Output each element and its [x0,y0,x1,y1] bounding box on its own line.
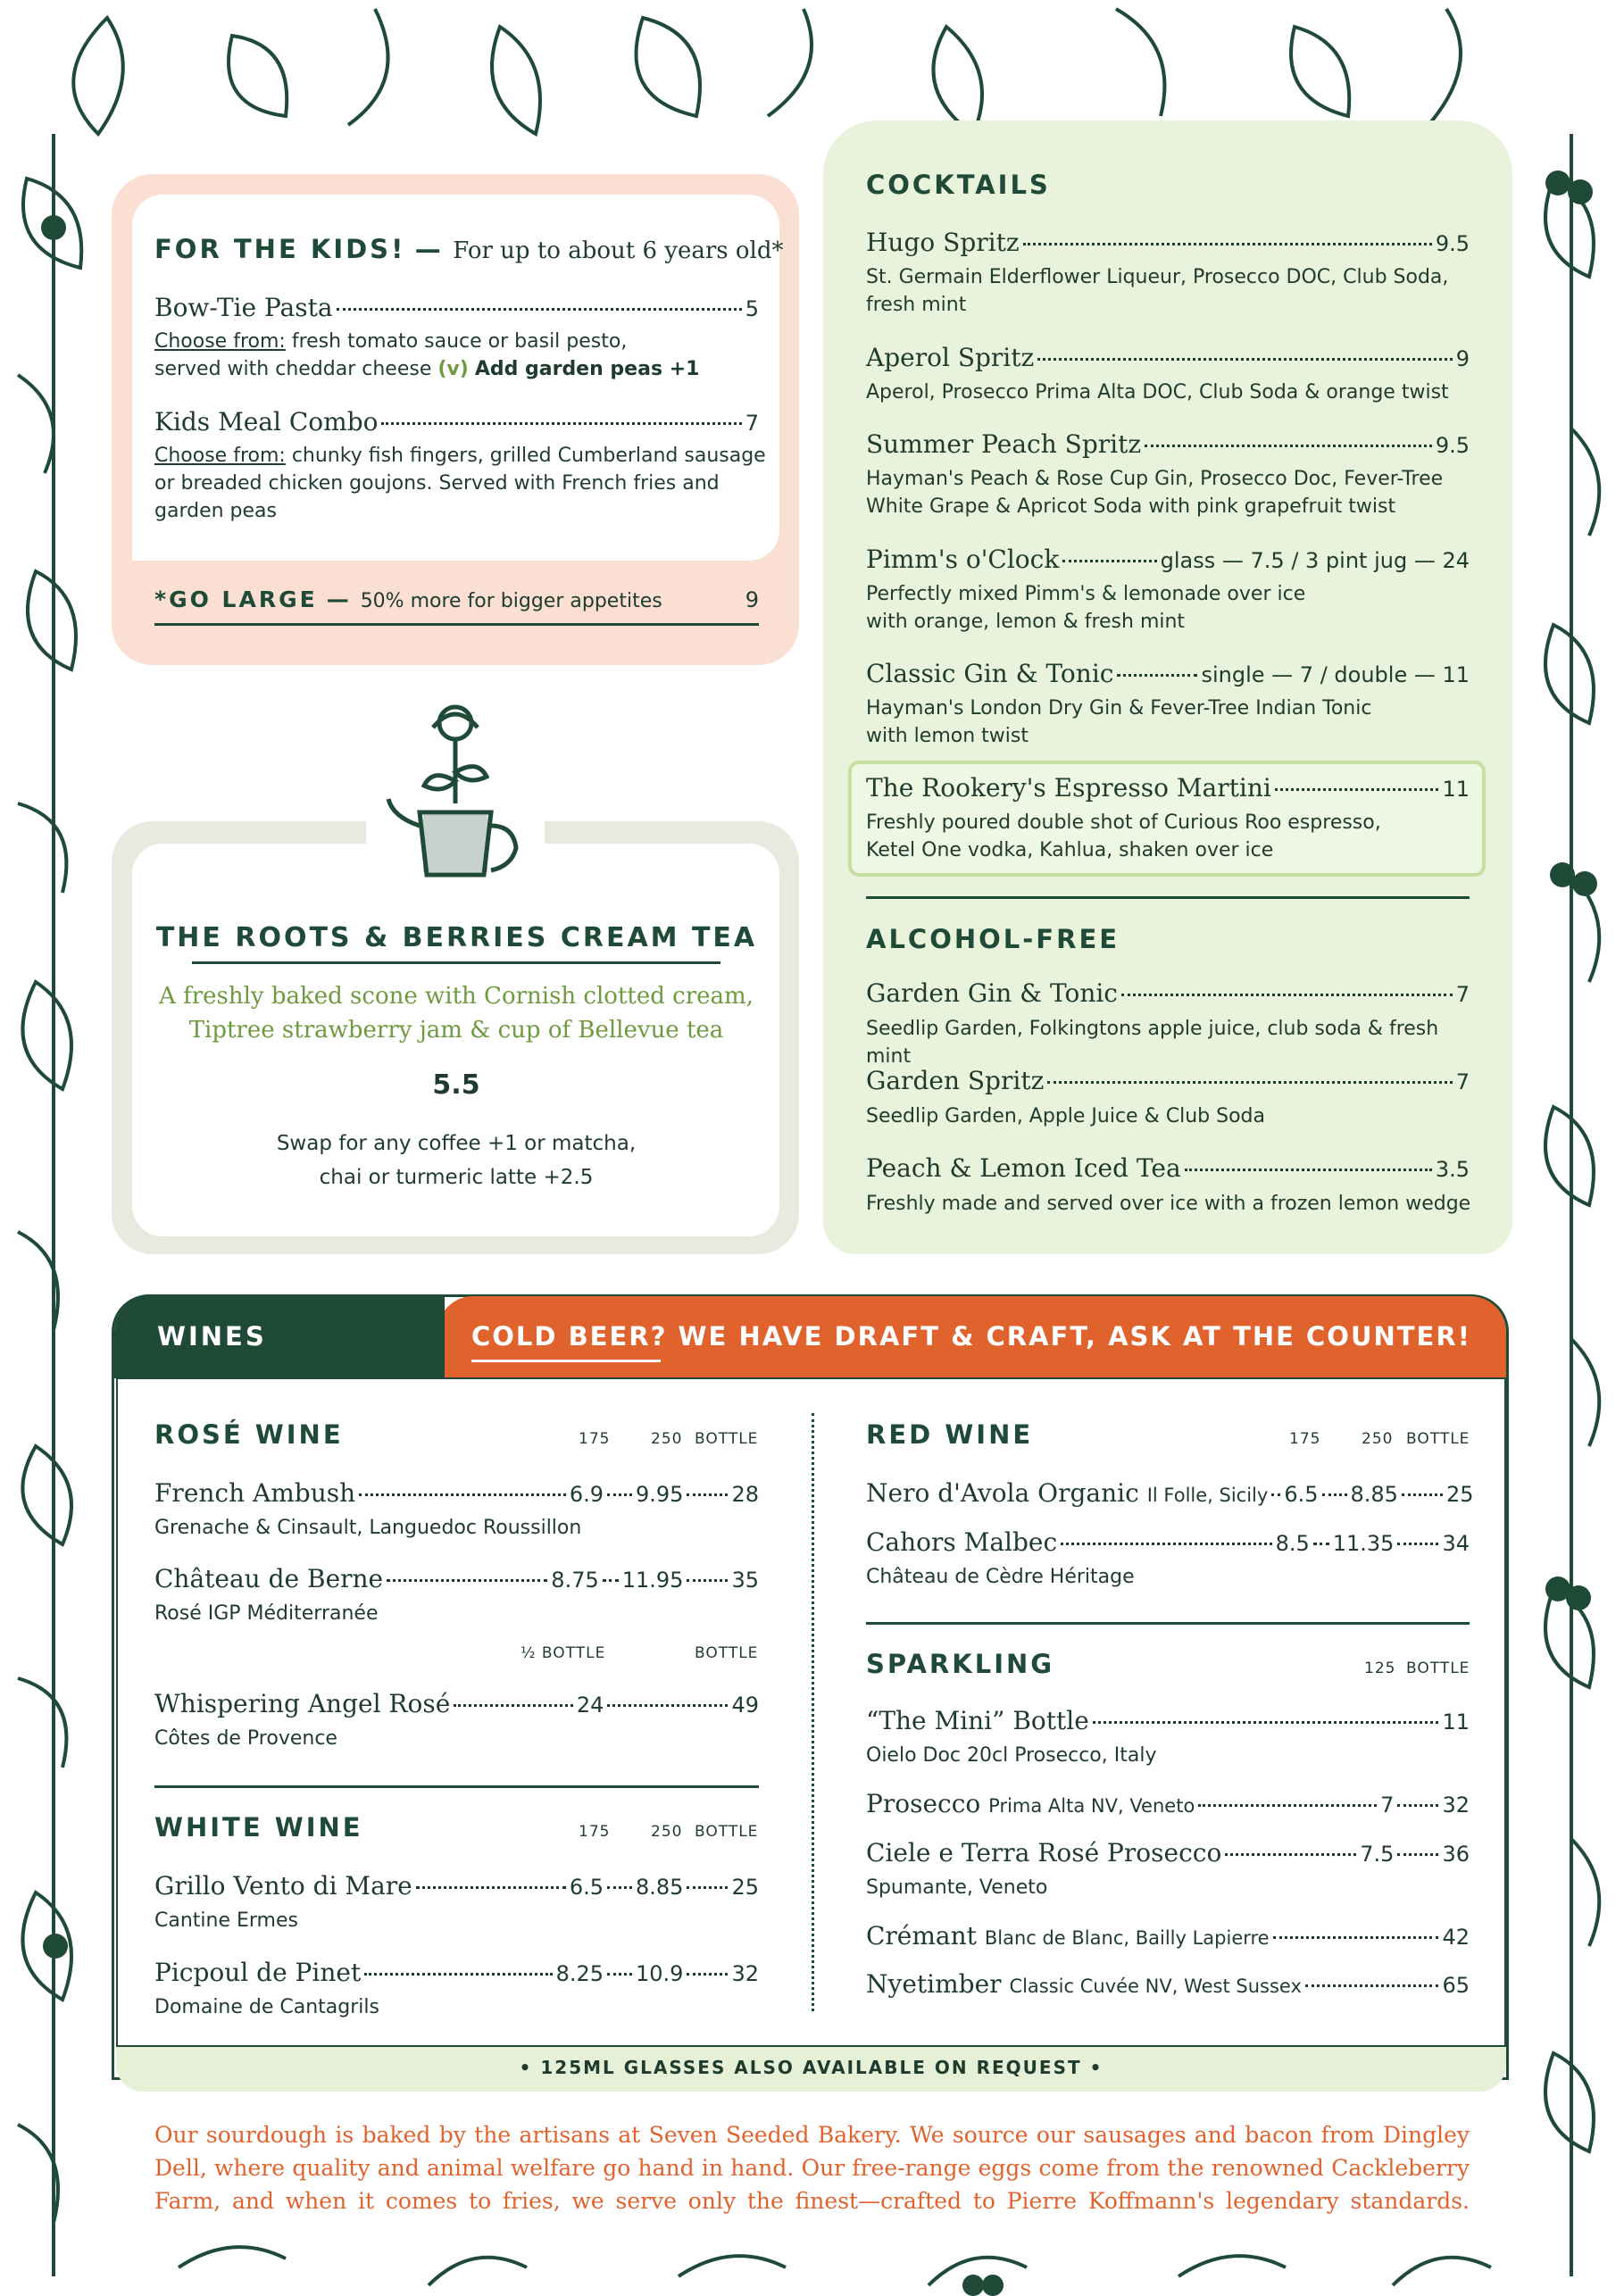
col-bottle: BOTTLE [695,1644,759,1662]
item-description: Rosé IGP Méditerranée [154,1602,379,1625]
divider [154,1785,759,1788]
item-name: Cahors Malbec [866,1527,1058,1557]
item-name: Classic Gin & Tonic [866,659,1114,688]
price-250: 10.9 [636,1961,684,1986]
choose-from-label: Choose from: [154,330,286,353]
price-175: 8.5 [1275,1531,1310,1556]
item-name: Nero d'Avola Organic [866,1478,1139,1508]
item-price: 5 [745,296,759,321]
desc-line: Aperol, Prosecco Prima Alta DOC, Club Soda & orange twist [866,381,1449,403]
price-175: 8.25 [555,1961,604,1986]
price-bottle: 32 [1442,1793,1470,1818]
price-bottle: 11 [1442,1710,1470,1734]
price-175: 6.5 [1284,1482,1319,1507]
footer-line: Farm, and when it comes to fries, we serve only the finest—crafted to Pierre Koffmann's legendary standards. [154,2188,1470,2214]
wine-item [866,1969,1470,1999]
footer-line: Our sourdough is baked by the artisans at Seven Seeded Bakery. We source our sausages and bacon from Dingley [154,2122,1470,2148]
cocktails-heading: COCKTAILS [866,170,1051,200]
price-175: 6.9 [569,1482,604,1507]
price-125: 7 [1380,1793,1395,1818]
desc-line: St. Germain Elderflower Liqueur, Prosecco DOC, Club Soda, [866,266,1449,288]
item-price: 3.5 [1435,1157,1470,1182]
price-bottle: 32 [731,1961,759,1986]
beer-banner-text: COLD BEER? WE HAVE DRAFT & CRAFT, ASK AT THE COUNTER! [471,1321,1471,1352]
item-description: Oielo Doc 20cl Prosecco, Italy [866,1744,1157,1767]
desc-line: Swap for any coffee +1 or matcha, [276,1132,637,1155]
price-125: 7.5 [1360,1842,1395,1867]
menu-item-featured [866,773,1470,803]
desc-line: fresh mint [866,294,967,316]
item-name: Crémant [866,1921,977,1951]
item-price: 11 [1442,777,1470,802]
item-price: 7 [1455,982,1470,1007]
price-175: 8.75 [551,1568,599,1593]
item-name: Whispering Angel Rosé [154,1689,451,1718]
menu-item [866,545,1470,574]
kids-heading-row [154,234,783,264]
col-bottle: BOTTLE [695,1430,759,1448]
desc-line: with orange, lemon & fresh mint [866,611,1186,633]
item-price: 7 [1455,1069,1470,1094]
go-large-desc: 50% more for bigger appetites [360,590,662,612]
item-name: Garden Gin & Tonic [866,978,1118,1008]
add-peas-note: Add garden peas +1 [474,358,700,380]
item-price: single — 7 / double — 11 [1201,662,1470,687]
col-175: 175 [579,1823,611,1841]
price-250: 9.95 [636,1482,684,1507]
go-large-row [154,586,759,612]
wine-item [866,1478,1474,1508]
desc-line: chai or turmeric latte +2.5 [319,1166,594,1189]
desc-line: garden peas [154,500,277,522]
item-description [154,328,770,383]
rose-heading: ROSÉ WINE [154,1419,344,1450]
divider [866,896,1470,899]
kids-heading-dash: — [414,234,444,264]
menu-item [866,1066,1470,1095]
desc-line: White Grape & Apricot Soda with pink grapefruit twist [866,495,1396,518]
item-name: Nyetimber [866,1969,1002,1999]
item-description [866,379,1482,406]
item-description [154,442,770,525]
kids-subheading: For up to about 6 years old* [453,237,784,264]
alcohol-free-heading: ALCOHOL-FREE [866,924,1120,954]
item-description: Freshly made and served over ice with a frozen lemon wedge [866,1193,1471,1215]
wine-item [154,1871,759,1901]
item-name: Aperol Spritz [866,343,1035,372]
item-name: Summer Peach Spritz [866,429,1142,459]
choose-from-label: Choose from: [154,445,286,467]
item-description [866,465,1482,520]
item-name: Château de Berne [154,1564,384,1593]
col-175: 175 [579,1430,611,1448]
divider [866,1622,1470,1625]
divider [154,623,759,626]
price-bottle: 49 [731,1693,759,1718]
item-name: Grillo Vento di Mare [154,1871,412,1901]
price-250: 11.95 [621,1568,684,1593]
cream-tea-price: 5.5 [432,1069,480,1101]
item-price: 9.5 [1435,433,1470,458]
item-description: Cantine Ermes [154,1909,298,1932]
item-price: 9 [1455,346,1470,371]
item-subtitle: Classic Cuvée NV, West Sussex [1009,1976,1302,1997]
column-divider [812,1413,814,2011]
item-name: The Rookery's Espresso Martini [866,773,1271,803]
price-250: 8.85 [1350,1482,1398,1507]
white-heading: WHITE WINE [154,1812,363,1843]
desc-line: served with cheddar cheese [154,358,432,380]
item-subtitle: Blanc de Blanc, Bailly Lapierre [984,1927,1270,1949]
col-bottle: BOTTLE [1406,1660,1470,1677]
cream-tea-swap-note [134,1127,779,1194]
item-name: Pimm's o'Clock [866,545,1060,574]
item-subtitle: Il Folle, Sicily [1146,1485,1269,1506]
item-name: Prosecco [866,1789,981,1818]
desc-line: chunky fish fingers, grilled Cumberland sausage [291,445,766,467]
price-250: 8.85 [636,1875,684,1900]
item-name: French Ambush [154,1478,356,1508]
col-bottle: BOTTLE [695,1823,759,1841]
item-description [866,263,1482,319]
col-half-bottle: ½ BOTTLE [521,1644,606,1662]
price-half-bottle: 24 [576,1693,604,1718]
item-name: Picpoul de Pinet [154,1958,362,1987]
item-description: Domaine de Cantagrils [154,1996,379,2018]
teapot-flower-icon [384,701,527,888]
go-large-dash: — [326,586,352,612]
item-name: Bow-Tie Pasta [154,293,333,322]
go-large-label: *GO LARGE [154,586,318,612]
wine-item [866,1789,1470,1818]
desc-line: or breaded chicken goujons. Served with French fries and [154,472,720,495]
wine-item [154,1564,759,1593]
item-name: Peach & Lemon Iced Tea [866,1153,1181,1183]
menu-item [866,228,1470,257]
wine-item [866,1921,1470,1951]
cream-tea-title: THE ROOTS & BERRIES CREAM TEA [155,922,758,953]
menu-item [154,407,759,437]
menu-item [866,429,1470,459]
wine-item [154,1689,759,1718]
wine-item [154,1478,759,1508]
item-description [866,809,1482,864]
item-name: Hugo Spritz [866,228,1020,257]
beer-banner-underline [471,1360,661,1362]
item-price: 9.5 [1435,231,1470,256]
col-175: 175 [1289,1430,1321,1448]
item-description: Seedlip Garden, Apple Juice & Club Soda [866,1105,1265,1127]
desc-line: Ketel One vodka, Kahlua, shaken over ice [866,839,1274,861]
item-description: Côtes de Provence [154,1727,337,1750]
menu-item [866,978,1470,1008]
item-description: Seedlip Garden, Folkingtons apple juice, club soda & fresh mint [866,1018,1439,1068]
desc-line: A freshly baked scone with Cornish clotted cream, [159,983,754,1010]
item-price: 7 [745,411,759,436]
desc-line: Tiptree strawberry jam & cup of Bellevue tea [188,1017,724,1044]
wine-item [866,1527,1470,1557]
col-250: 250 [651,1430,683,1448]
menu-item [866,343,1470,372]
item-name: Kids Meal Combo [154,407,379,437]
price-bottle: 25 [731,1875,759,1900]
desc-line: Freshly poured double shot of Curious Roo espresso, [866,811,1381,834]
footer-line: Dell, where quality and animal welfare go hand in hand. Our free-range eggs come from the renowned Cackleberry [154,2155,1470,2181]
menu-item [866,1153,1470,1183]
desc-line: Hayman's London Dry Gin & Fever-Tree Indian Tonic [866,697,1372,720]
item-description [866,580,1482,636]
item-name: Ciele e Terra Rosé Prosecco [866,1838,1222,1868]
price-bottle: 25 [1445,1482,1474,1507]
wine-item [154,1958,759,1987]
sourcing-footer [154,2118,1470,2217]
price-bottle: 36 [1442,1842,1470,1867]
item-description: Spumante, Veneto [866,1876,1048,1899]
kids-heading: FOR THE KIDS! [154,234,406,264]
price-250: 11.35 [1332,1531,1395,1556]
menu-item [154,293,759,322]
price-bottle: 34 [1442,1531,1470,1556]
go-large-price: 9 [745,587,759,612]
col-250: 250 [651,1823,683,1841]
price-bottle: 65 [1442,1973,1470,1998]
wine-item [866,1706,1470,1735]
item-description [866,695,1482,750]
red-heading: RED WINE [866,1419,1034,1450]
item-name: “The Mini” Bottle [866,1706,1089,1735]
price-bottle: 35 [731,1568,759,1593]
desc-line: with lemon twist [866,725,1029,747]
item-subtitle: Prima Alta NV, Veneto [988,1795,1195,1817]
col-125: 125 [1364,1660,1396,1677]
divider [192,961,720,964]
glass-note: • 125ML GLASSES ALSO AVAILABLE ON REQUEST • [519,2057,1103,2078]
desc-line: Perfectly mixed Pimm's & lemonade over ice [866,583,1306,605]
item-price: glass — 7.5 / 3 pint jug — 24 [1160,548,1470,573]
item-description: Grenache & Cinsault, Languedoc Roussillon [154,1517,582,1539]
wines-tab-label: WINES [157,1321,267,1352]
col-250: 250 [1362,1430,1394,1448]
vegetarian-badge: (v) [437,358,469,380]
wine-item [866,1838,1470,1868]
item-description: Château de Cèdre Héritage [866,1566,1135,1588]
desc-line: Hayman's Peach & Rose Cup Gin, Prosecco Doc, Fever-Tree [866,468,1444,490]
cream-tea-description [134,979,779,1047]
menu-item [866,659,1470,688]
sparkling-heading: SPARKLING [866,1649,1055,1679]
desc-line: fresh tomato sauce or basil pesto, [291,330,628,353]
item-name: Garden Spritz [866,1066,1045,1095]
col-bottle: BOTTLE [1406,1430,1470,1448]
price-bottle: 42 [1442,1925,1470,1950]
price-bottle: 28 [731,1482,759,1507]
price-175: 6.5 [569,1875,604,1900]
